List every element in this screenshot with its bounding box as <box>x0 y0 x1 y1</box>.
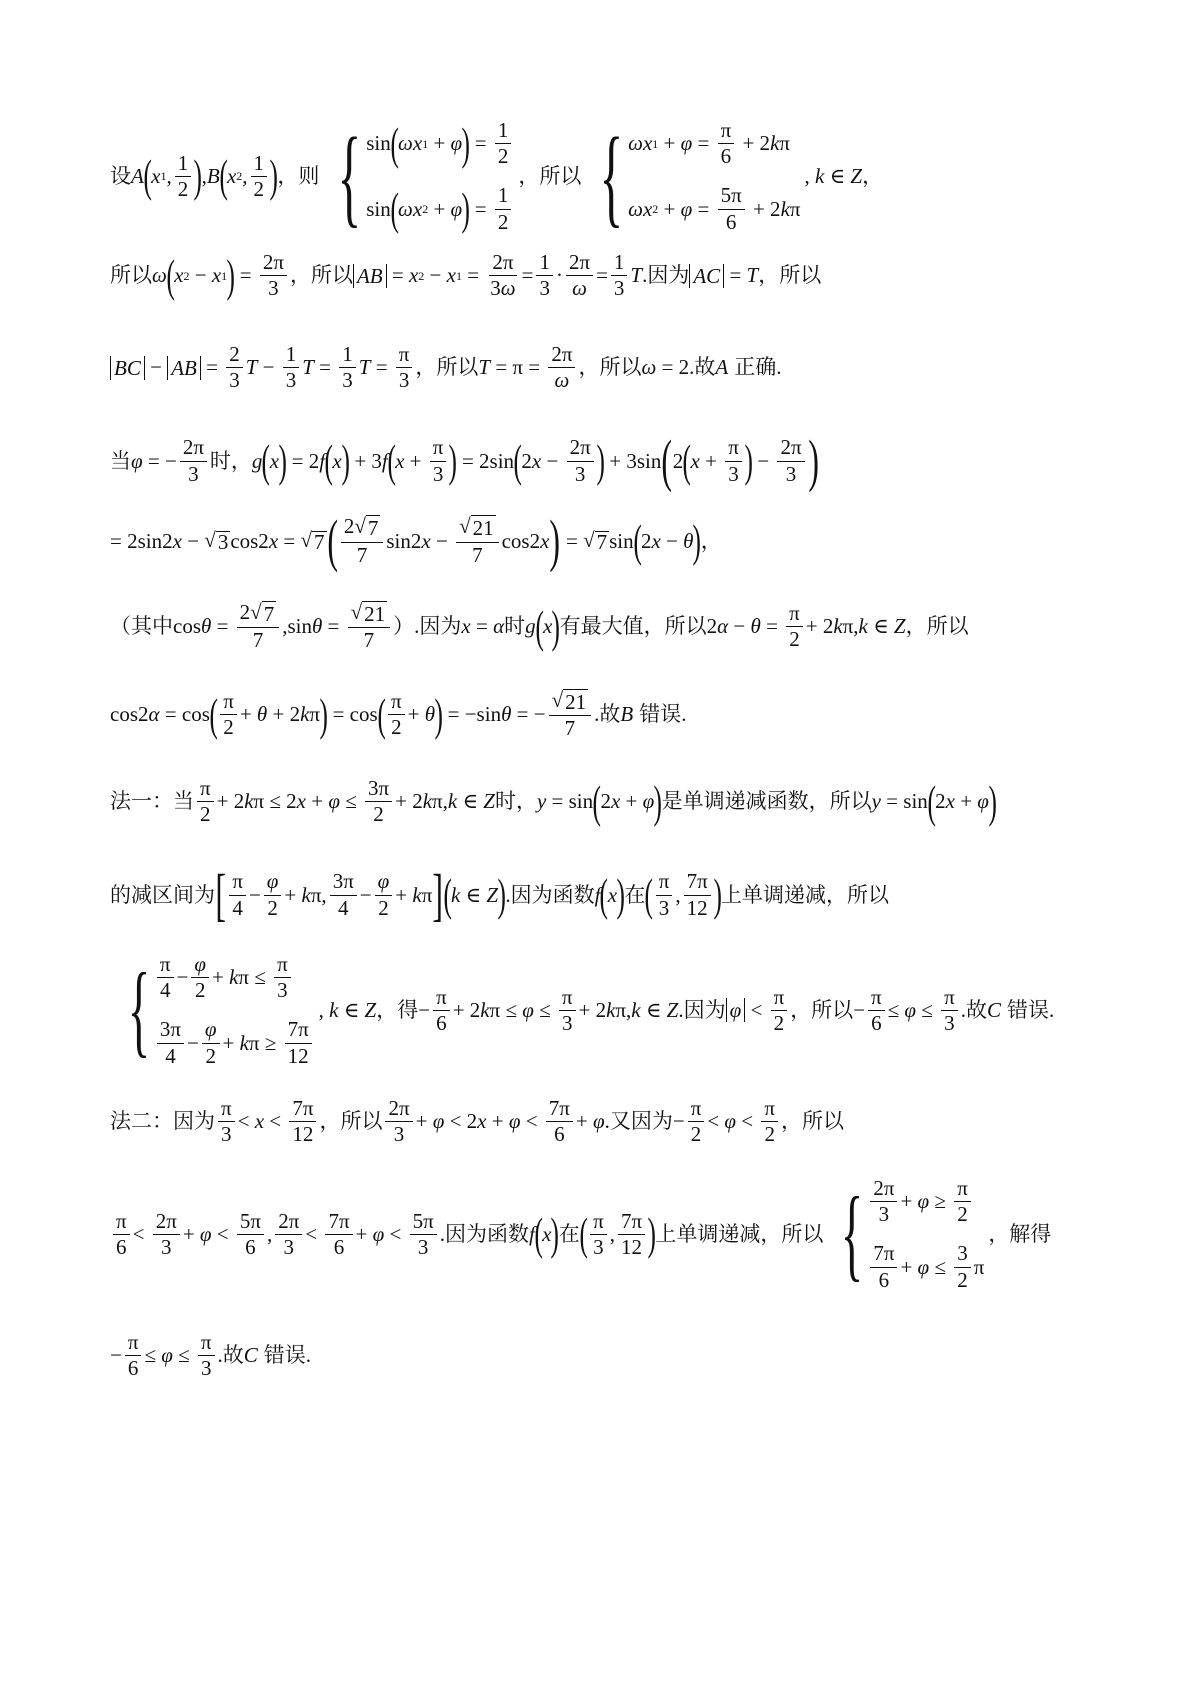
inequality-system-2: { $\frac{2\pi}{3}$ + φ ≥ $\frac{\pi}{2}$ $\frac{7\pi}{6}$ + φ ≤ $\frac{3}{2}$ π <box>841 1176 985 1292</box>
line-5: = 2sin2 x − √ 3 cos2 x = √ 7 ( 2 √ 7 7 sin2 x − √ 21 7 cos2 x ) = √ 7 sin ( 2 x − θ ) ， <box>110 508 722 573</box>
line-11: 法二：因为 $\frac{\pi}{3}$ < x < $\frac{7\pi}{12}$ ，所以 $\frac{2\pi}{3}$ + φ < 2 x + φ < $\frac{7\pi}{6}$ + φ .又因为 − $\frac{\pi}{2}$ < φ < $\frac{\pi}{2}$ ，所以 <box>110 1096 844 1147</box>
line-13: − $\frac{\pi}{6}$ ≤ φ ≤ $\frac{\pi}{3}$ .故 C 错误. <box>110 1330 312 1381</box>
equation-system-1: { sin ( ωx 1 + φ ) = $\frac{1}{2}$ sin ( ωx 2 + φ ) = $\frac{1}{2}$ <box>323 118 514 235</box>
line-1: 设 A ( x 1 , $\frac{1}{2}$ ) , B ( x 2 , $\frac{1}{2}$ ) ，则 { sin ( ωx 1 + φ ) = $\frac{1}{2}$ sin ( ωx 2 + φ ) = $\frac{1}{2}$ ，所以 { ωx 1 + φ = $\frac{\pi}{6}$ + 2 k π ωx 2 + φ = $\frac{5\pi}{6}$ + 2 k π , k ∈ Z ， <box>110 115 884 238</box>
line-12: $\frac{\pi}{6}$ < $\frac{2\pi}{3}$ + φ < $\frac{5\pi}{6}$ , $\frac{2\pi}{3}$ < $\frac{7\pi}{6}$ + φ < $\frac{5\pi}{3}$ .因为函数 f ( x ) 在 ( $\frac{\pi}{3}$ , $\frac{7\pi}{12}$ ) 上单调递减，所以 { $\frac{2\pi}{3}$ + φ ≥ $\frac{\pi}{2}$ $\frac{7\pi}{6}$ + φ ≤ $\frac{3}{2}$ π ，解得 <box>110 1176 1051 1293</box>
line-6: （其中 cos θ = 2 √ 7 7 ,sin θ = √ 21 7 ）.因为 x = α 时 g ( x ) 有最大值，所以 2 α − θ = $\frac{\pi}{2}$ + 2 k π, k ∈ Z ，所以 <box>110 600 969 653</box>
equation-system-2: { ωx 1 + φ = $\frac{\pi}{6}$ + 2 k π ωx 2 + φ = $\frac{5\pi}{6}$ + 2 k π <box>599 115 801 238</box>
line-2: 所以 ω ( x 2 − x 1 ) = $\frac{2\pi}{3}$ ，所以 AB = x 2 − x 1 = $\frac{2\pi}{3\omega}$ = $\frac{1}{3}$ · $\frac{2\pi}{\omega}$ = $\frac{1}{3}$ T .因为 AC = T ，所以 <box>110 249 822 301</box>
inequality-system-1: { $\frac{\pi}{4}$ − $\frac{\varphi}{2}$ + k π ≤ $\frac{\pi}{3}$ $\frac{3\pi}{4}$ − $\frac{\varphi}{2}$ + k π ≥ $\frac{7\pi}{12}$ <box>114 952 315 1069</box>
line-4: 当 φ = − $\frac{2\pi}{3}$ 时， g ( x ) = 2 f ( x ) + 3 f ( x + $\frac{\pi}{3}$ ) = 2sin ( 2 x − $\frac{2\pi}{3}$ ) + 3sin ( 2 ( x + $\frac{\pi}{3}$ ) − $\frac{2\pi}{3}$ ) <box>110 428 819 493</box>
line-7: cos2 α = cos ( $\frac{\pi}{2}$ + θ + 2 k π ) = cos ( $\frac{\pi}{2}$ + θ ) = −sin θ = − √ 21 7 .故 B 错误. <box>110 688 687 741</box>
line-9: 的减区间为 [ $\frac{\pi}{4}$ − $\frac{\varphi}{2}$ + k π, $\frac{3\pi}{4}$ − $\frac{\varphi}{2}$ + k π ] ( k ∈ Z ) .因为函数 f ( x ) 在 ( $\frac{\pi}{3}$ , $\frac{7\pi}{12}$ ) 上单调递减，所以 <box>110 862 890 927</box>
line-3: BC − AB = $\frac{2}{3}$ T − $\frac{1}{3}$ T = $\frac{1}{3}$ T = $\frac{\pi}{3}$ ，所以 T = π = $\frac{2\pi}{\omega}$ ，所以 ω = 2 .故 A 正确. <box>110 342 781 393</box>
line-10: { $\frac{\pi}{4}$ − $\frac{\varphi}{2}$ + k π ≤ $\frac{\pi}{3}$ $\frac{3\pi}{4}$ − $\frac{\varphi}{2}$ + k π ≥ $\frac{7\pi}{12}$ , k ∈ Z ，得 − $\frac{\pi}{6}$ + 2 k π ≤ φ ≤ $\frac{\pi}{3}$ + 2 k π, k ∈ Z .因为 φ < $\frac{\pi}{2}$ ，所以 − $\frac{\pi}{6}$ ≤ φ ≤ $\frac{\pi}{3}$ .故 C 错误. <box>110 952 1054 1069</box>
line-8: 法一：当 $\frac{\pi}{2}$ + 2 k π ≤ 2 x + φ ≤ $\frac{3\pi}{2}$ + 2 k π, k ∈ Z 时， y = sin ( 2 x + φ ) 是单调递减函数，所以 y = sin ( 2 x + φ ) <box>110 775 997 827</box>
